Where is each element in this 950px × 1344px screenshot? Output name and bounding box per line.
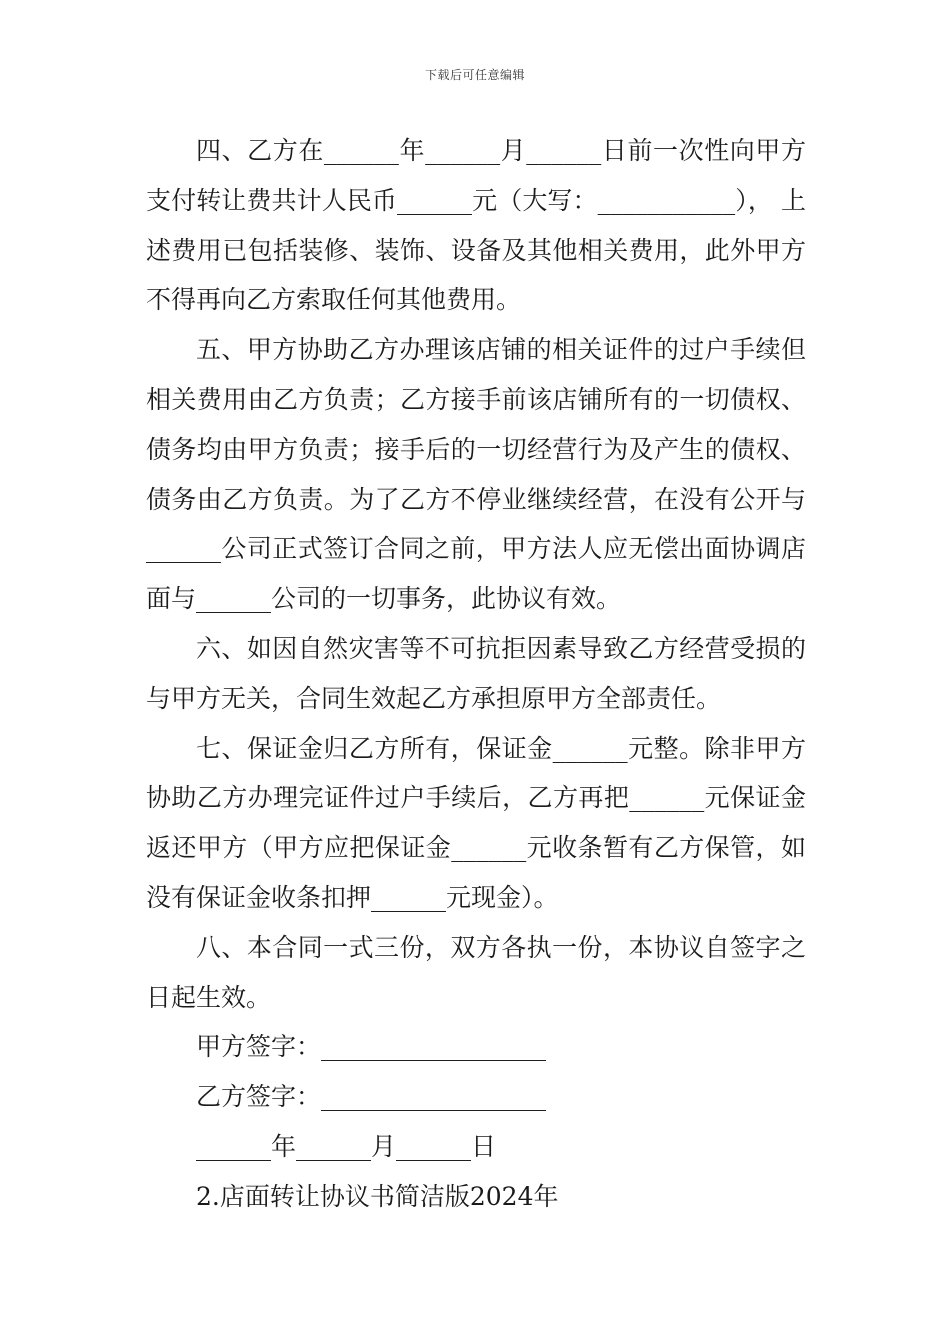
- party-b-signature-line: 乙方签字：__________________: [196, 1082, 547, 1112]
- clause-7: 七、保证金归乙方所有，保证金______元整。除非甲方协助乙方办理完证件过户手续后，乙方再把______元保证金返还甲方（甲方应把保证金______元收条暂有乙方保管，如没有保证金收条扣押______元现金）。: [146, 733, 806, 912]
- page-header: 下载后可任意编辑: [424, 68, 525, 82]
- party-a-signature-line: 甲方签字：__________________: [196, 1032, 547, 1062]
- clause-4: 四、乙方在______年______月______日前一次性向甲方支付转让费共计人民币______元（大写：___________）， 上述费用已包括装修、装饰、设备及其他相关费用，此外甲方不得再向乙方索取任何其他费用。: [146, 136, 806, 315]
- clause-5: 五、甲方协助乙方办理该店铺的相关证件的过户手续但相关费用由乙方负责；乙方接手前该店铺所有的一切债权、债务均由甲方负责；接手后的一切经营行为及产生的债权、债务由乙方负责。为了乙方不停业继续经营，在没有公开与______公司正式签订合同之前，甲方法人应无偿出面协调店面与______公司的一切事务，此协议有效。: [146, 335, 806, 614]
- clause-8: 八、本合同一式三份，双方各执一份，本协议自签字之日起生效。: [146, 932, 806, 1012]
- next-section-title: 2.店面转让协议书简洁版2024年: [196, 1181, 559, 1211]
- document-body: [146, 126, 806, 1222]
- clause-6: 六、如因自然灾害等不可抗拒因素导致乙方经营受损的与甲方无关，合同生效起乙方承担原甲方全部责任。: [146, 633, 806, 713]
- signature-date-line: ______年______月______日: [196, 1131, 497, 1161]
